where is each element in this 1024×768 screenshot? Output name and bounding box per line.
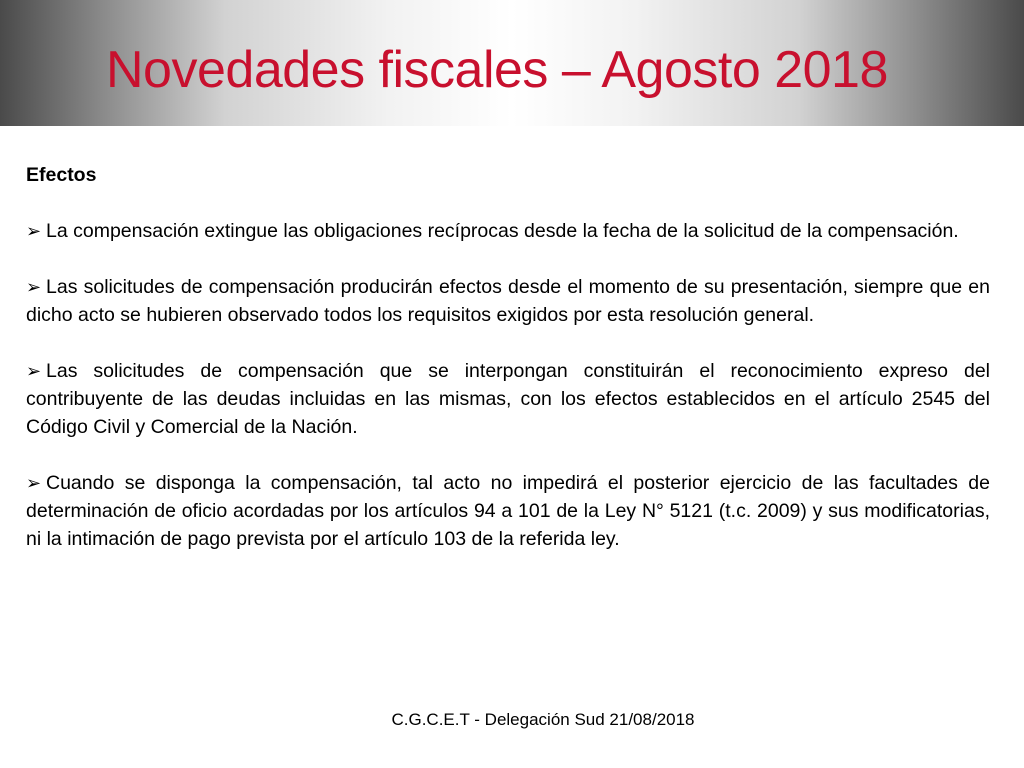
section-heading: Efectos [26,164,97,186]
bullet-paragraph-3 [26,357,990,441]
paragraph-text: Las solicitudes de compensación producirán efectos desde el momento de su presentación, siempre que en dicho acto se hubieren observado todos los requisitos exigidos por esta resolución general. [26,276,990,326]
arrow-bullet-icon: ➢ [26,277,42,297]
title-bar [0,0,1024,126]
slide-footer [0,710,1024,730]
bullet-paragraph-2 [26,273,990,329]
bullet-paragraph-1 [26,217,990,245]
slide-title: Novedades fiscales – Agosto 2018 [106,41,888,99]
arrow-bullet-icon: ➢ [26,473,42,493]
paragraph-text: Cuando se disponga la compensación, tal acto no impedirá el posterior ejercicio de las facultades de determinación de oficio acordadas por los artículos 94 a 101 de la Ley N° 5121 (t.c. 2009) y sus modificatorias, ni la intimación de pago prevista por el artículo 103 de la referida ley. [26,472,990,550]
footer-text: C.G.C.E.T - Delegación Sud 21/08/2018 [391,710,695,729]
arrow-bullet-icon: ➢ [26,361,42,381]
slide-body [26,161,990,581]
arrow-bullet-icon: ➢ [26,221,42,241]
paragraph-text: Las solicitudes de compensación que se interpongan constituirán el reconocimiento expreso del contribuyente de las deudas incluidas en las mismas, con los efectos establecidos en el artículo 2545 del Código Civil y Comercial de la Nación. [26,360,990,438]
bullet-paragraph-4 [26,469,990,553]
paragraph-text: La compensación extingue las obligaciones recíprocas desde la fecha de la solicitud de la compensación. [46,220,959,242]
